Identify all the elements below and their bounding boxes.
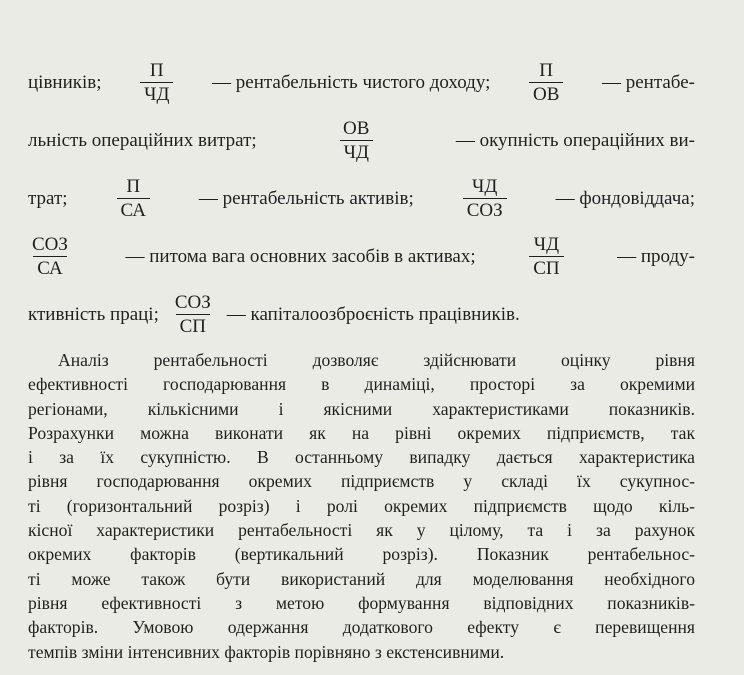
fraction-denominator: ОВ: [529, 82, 563, 105]
paragraph-line: кісної характеристики рентабельності як у цілому, та і за рахунок: [28, 520, 695, 541]
formula-line: [28, 234, 695, 280]
fraction-numerator: П: [126, 176, 141, 197]
fraction: [140, 60, 173, 106]
text-segment: — рентабельність активів;: [198, 187, 414, 209]
fraction-numerator: ЧД: [533, 234, 560, 255]
text-segment: льність операційних витрат;: [28, 129, 257, 151]
text-segment: — питома вага основних засобів в активах;: [125, 245, 476, 267]
fraction-denominator: СП: [529, 256, 563, 279]
fraction-numerator: СОЗ: [174, 292, 211, 313]
fraction-denominator: СА: [33, 256, 66, 279]
paragraph-line: рівня господарювання окремих підприємств у складі їх сукупнос-: [28, 471, 695, 492]
paragraph-line: Розрахунки можна виконати як на рівні окремих підприємств, так: [28, 422, 695, 443]
fraction-denominator: ЧД: [140, 82, 173, 105]
fraction: [529, 60, 563, 106]
paragraph-line: регіонами, кількісними і якісними характеристиками показників.: [28, 398, 695, 419]
paragraph-line: ті (горизонтальний розріз) і ролі окремих підприємств щодо кіль-: [28, 495, 695, 516]
fraction: [28, 234, 72, 280]
paragraph-line: і за їх сукупністю. В останньому випадку дається характеристика: [28, 447, 695, 468]
fraction-denominator: СОЗ: [463, 198, 507, 221]
paragraph-line: темпів зміни інтенсивних факторів порівняно з екстенсивними.: [28, 641, 505, 662]
formula-line: [28, 60, 695, 106]
text-segment: — рентабе-: [601, 71, 695, 93]
fraction-numerator: СОЗ: [32, 234, 68, 255]
fraction: [117, 176, 150, 222]
text-segment: — рентабельність чистого доходу;: [212, 71, 491, 93]
formula-line: [28, 118, 695, 164]
fraction-numerator: ОВ: [343, 118, 370, 139]
paragraph-line: окремих факторів (вертикальний розріз). Показник рентабельнос-: [28, 544, 695, 565]
formula-line: [28, 176, 695, 222]
fraction-numerator: П: [149, 60, 164, 81]
text-segment: цівників;: [28, 71, 102, 93]
paragraph-line: факторів. Умовою одержання додаткового ефекту є перевищення: [28, 617, 695, 638]
fraction: [529, 234, 563, 280]
text-segment: ктивність праці;: [28, 303, 159, 325]
text-segment: — капіталоозброєність працівників.: [226, 303, 520, 325]
formula-line: [28, 292, 695, 338]
text-segment: — проду-: [617, 245, 695, 267]
fraction: [171, 292, 215, 338]
text-segment: — окупність операційних ви-: [455, 129, 695, 151]
fraction: [463, 176, 507, 222]
fraction-denominator: ЧД: [340, 140, 373, 163]
fraction-numerator: П: [539, 60, 554, 81]
fraction: [339, 118, 373, 164]
fraction-denominator: СП: [176, 314, 210, 337]
paragraph-line: ті може також бути використаний для моделювання необхідного: [28, 568, 695, 589]
paragraph-line: рівня ефективності з метою формування відповідних показників-: [28, 592, 695, 613]
text-segment: трат;: [28, 187, 68, 209]
fraction-denominator: СА: [117, 198, 150, 221]
paragraph-line: ефективності господарювання в динаміці, просторі за окремими: [28, 374, 695, 395]
fraction-numerator: ЧД: [471, 176, 498, 197]
body-paragraph: [28, 348, 695, 664]
text-segment: — фондовіддача;: [555, 187, 695, 209]
paragraph-line: Аналіз рентабельності дозволяє здійснювати оцінку рівня: [58, 350, 695, 370]
